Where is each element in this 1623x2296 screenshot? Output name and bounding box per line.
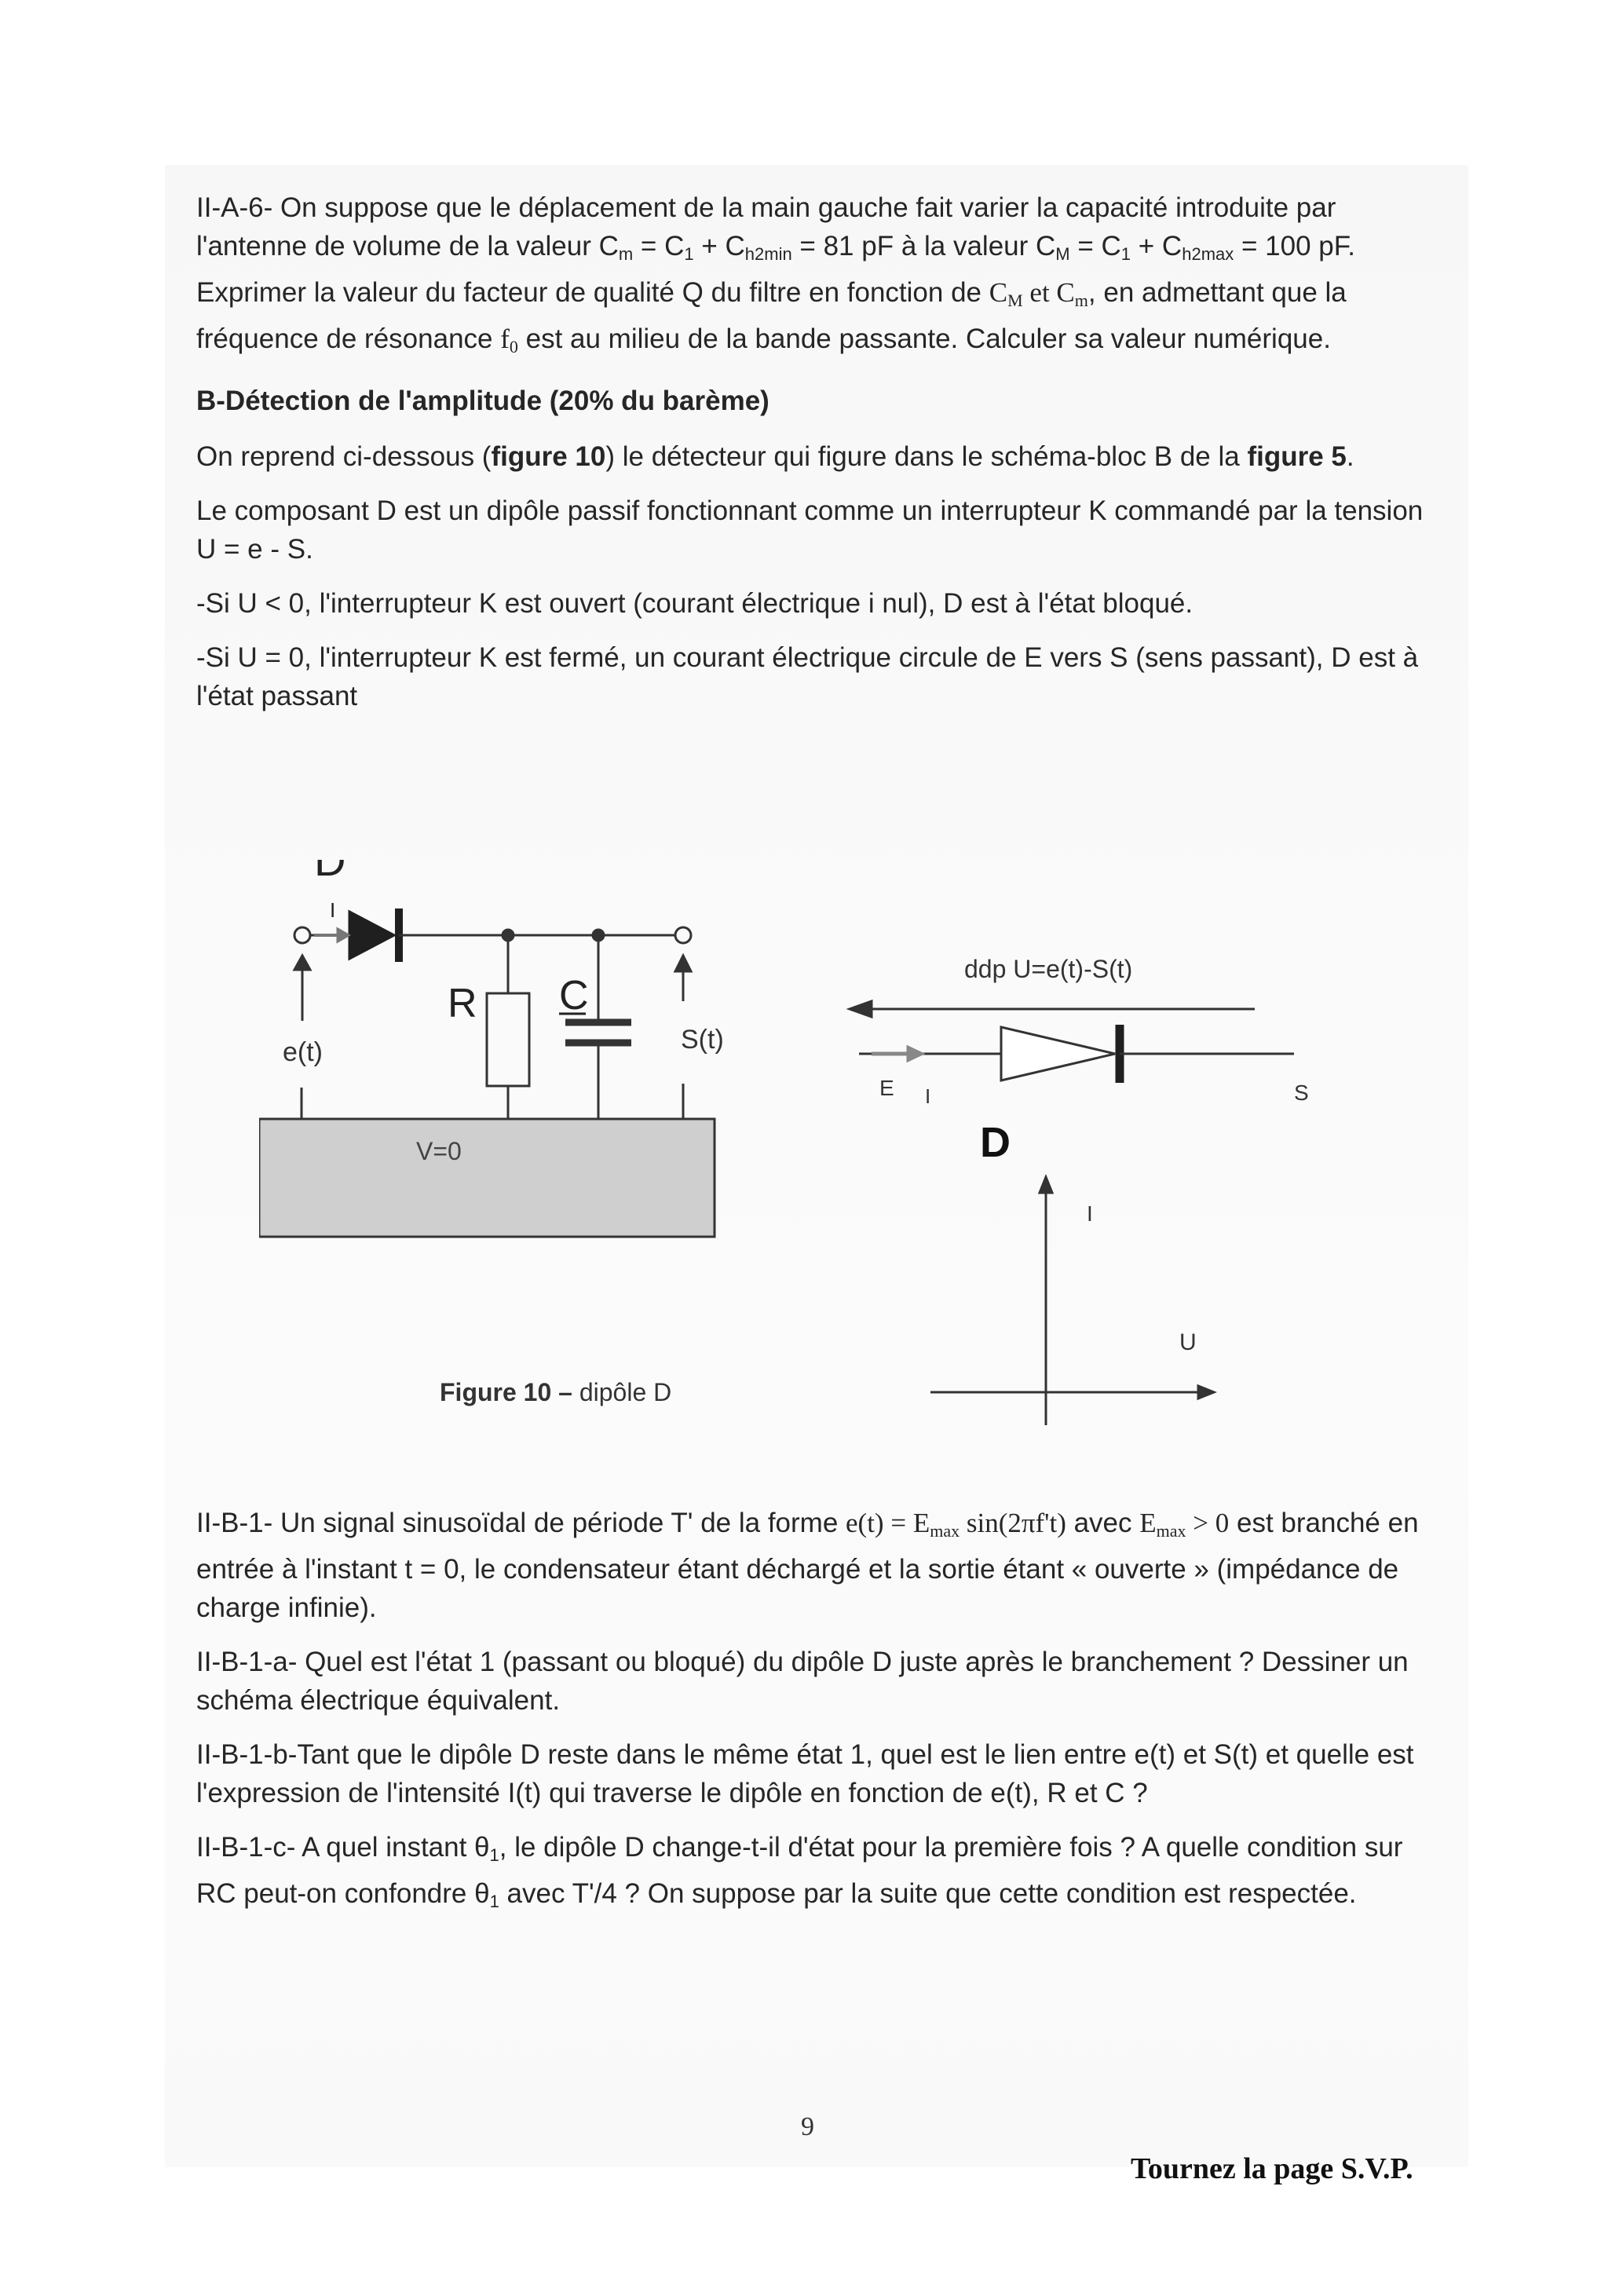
label-E: E (879, 1076, 894, 1100)
label-R: R (448, 981, 477, 1026)
label-ddp: ddp U=e(t)-S(t) (964, 955, 1133, 983)
text-run: , en admettant que la fréquence de résonance (196, 277, 1347, 354)
text-run: et (1022, 277, 1057, 308)
output-terminal (675, 927, 691, 943)
label-st: S(t) (681, 1025, 724, 1055)
paragraph-II-A-6 (196, 188, 1437, 366)
footer-turn-page: Tournez la page S.V.P. (1131, 2152, 1413, 2185)
label-I-circuit: I (330, 898, 336, 922)
diode-triangle (1001, 1027, 1115, 1080)
paragraph-figure-ref (196, 437, 1437, 476)
subscript: M (1055, 244, 1070, 264)
i-axis-head (1040, 1177, 1052, 1193)
math-formula: sin(2πf't) (960, 1508, 1066, 1538)
text-run: ) le détecteur qui figure dans le schéma-bloc B de la (605, 441, 1248, 472)
resistor-R (487, 993, 529, 1086)
text-run: II-B-1- Un signal sinusoïdal de période T' de la forme (196, 1508, 846, 1538)
iu-axes (930, 1177, 1214, 1425)
label-et: e(t) (283, 1037, 323, 1067)
paragraph-blocked-state: -Si U < 0, l'interrupteur K est ouvert (courant électrique i nul), D est à l'état bloqué. (196, 588, 1193, 619)
paragraph-II-B-1 (196, 1504, 1437, 1627)
subscript: m (1074, 291, 1088, 310)
text-run: = 81 pF à la valeur C (791, 231, 1056, 261)
label-v0: V=0 (416, 1137, 462, 1165)
caption-bold: Figure 10 – (440, 1378, 572, 1406)
math-symbol: C (989, 277, 1008, 308)
subscript: 1 (489, 1892, 499, 1911)
subscript: m (618, 244, 634, 264)
figure-10 (259, 860, 1358, 1457)
subscript: M (1007, 291, 1023, 310)
text-run: , le dipôle D change-t-il d'état pour la première fois ? A quelle condition sur RC peut-on confondre θ (196, 1832, 1403, 1909)
label-I-axis: I (1087, 1201, 1093, 1226)
st-arrow-head (675, 956, 691, 971)
caption-text: dipôle D (572, 1378, 672, 1406)
math-symbol: E (1139, 1508, 1157, 1538)
figure-caption (440, 1378, 671, 1407)
math-symbol: C (1056, 277, 1075, 308)
section-heading-B: B-Détection de l'amplitude (20% du barème) (196, 386, 769, 416)
label-C: C (559, 973, 589, 1018)
bold-ref: figure 10 (491, 441, 606, 472)
text-run: avec (1066, 1508, 1140, 1538)
input-terminal (294, 927, 310, 943)
paragraph-II-B-1-b: II-B-1-b-Tant que le dipôle D reste dans le même état 1, quel est le lien entre e(t) et S(t) et quelle est l'expression de l'intensité I(t) qui traverse le dipôle en fonction de e(t), R et C ? (196, 1739, 1414, 1808)
bold-ref: figure 5 (1247, 441, 1347, 472)
label-S: S (1294, 1080, 1309, 1105)
label-I-diode: I (925, 1084, 931, 1108)
current-arrow-head (908, 1047, 923, 1061)
subscript: h2min (744, 244, 792, 264)
upper-text-block (196, 188, 1437, 731)
paragraph-II-B-1-a: II-B-1-a- Quel est l'état 1 (passant ou bloqué) du dipôle D juste après le branchement ? Dessiner un schéma électrique équivalent. (196, 1647, 1409, 1716)
detector-circuit (294, 909, 691, 1119)
label-D-circuit: D (314, 860, 346, 885)
math-formula: > 0 (1186, 1508, 1230, 1538)
paragraph-component-D: Le composant D est un dipôle passif fonctionnant comme un interrupteur K commandé par la tension U = e - S. (196, 495, 1424, 565)
text-run: + C (1131, 231, 1183, 261)
text-run: = C (1069, 231, 1121, 261)
math-formula: e(t) = E (846, 1508, 930, 1538)
diode-symbol (349, 912, 394, 959)
paragraph-II-B-1-c (196, 1828, 1437, 1921)
current-arrow-head (338, 929, 349, 941)
text-run: + C (693, 231, 745, 261)
subscript: max (1156, 1521, 1186, 1541)
text-run: = 100 pF. Exprimer la valeur du facteur de qualité Q du filtre en fonction de (196, 231, 1355, 308)
subscript: h2max (1182, 244, 1234, 264)
subscript: 1 (684, 244, 694, 264)
text-run: On reprend ci-dessous ( (196, 441, 492, 472)
page-number: 9 (801, 2112, 814, 2141)
label-D-symbol: D (980, 1119, 1011, 1166)
subscript: 0 (509, 337, 518, 356)
et-arrow-head (294, 956, 310, 970)
subscript: 1 (489, 1845, 499, 1865)
text-run: II-B-1-c- A quel instant θ (196, 1832, 490, 1863)
text-run: avec T'/4 ? On suppose par la suite que cette condition est respectée. (499, 1878, 1357, 1909)
text-run: est au milieu de la bande passante. Calculer sa valeur numérique. (517, 324, 1331, 354)
figure-10-drawing (259, 860, 1358, 1457)
text-run: est branché en entrée à l'instant t = 0, le condensateur étant déchargé et la sortie étant « ouverte » (impédance de charge infinie). (196, 1508, 1419, 1623)
subscript: 1 (1120, 244, 1131, 264)
text-run: . (1346, 441, 1354, 472)
subscript: max (930, 1521, 960, 1541)
paragraph-passing-state: -Si U = 0, l'interrupteur K est fermé, un courant électrique circule de E vers S (sens passant), D est à l'état passant (196, 642, 1419, 711)
lower-text-block (196, 1504, 1437, 1936)
label-U-axis: U (1179, 1329, 1197, 1355)
math-symbol: f (500, 324, 510, 354)
text-run: II-A-6- On suppose que le déplacement de la main gauche fait varier la capacité introduite par l'antenne de volume de la valeur C (196, 192, 1336, 261)
diode-D-symbol (850, 1001, 1294, 1083)
ground-block (259, 1119, 715, 1237)
u-axis-head (1198, 1386, 1214, 1398)
ddp-arrow-head (850, 1001, 872, 1017)
text-run: = C (633, 231, 685, 261)
